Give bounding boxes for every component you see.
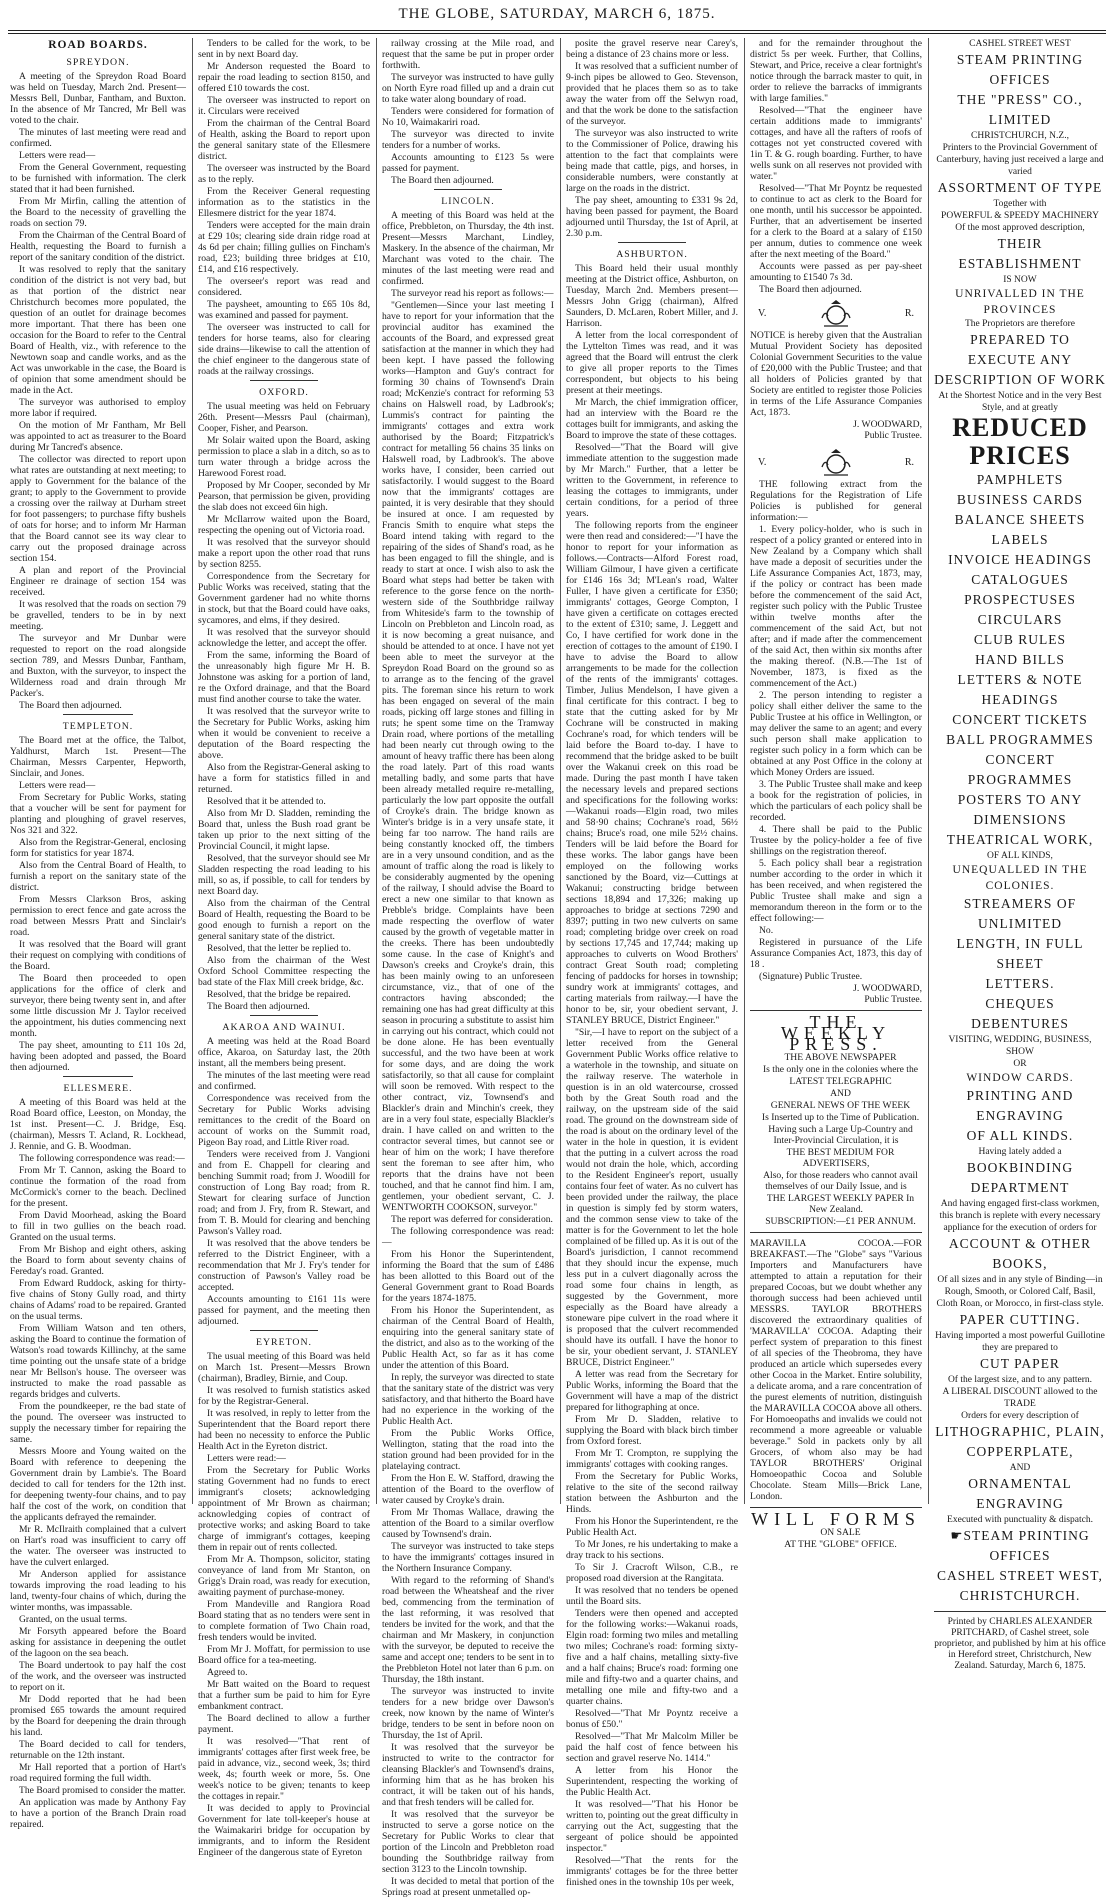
paragraph: From Mr Bishop and eight others, asking the Board to form about seventy chains of Fereday's road. Granted. — [10, 1244, 186, 1277]
weekly-press-title: THE WEEKLY PRESS. — [780, 1012, 892, 1054]
paragraph: Tenders were considered for formation of No 10, Waimakariri road. — [382, 106, 554, 128]
ad-line: LETTERS & NOTE HEADINGS — [957, 672, 1083, 707]
paragraph: Accounts were passed as per pay-sheet amounting to £1540 7s 3d. — [750, 261, 922, 283]
ad-line: CONCERT PROGRAMMES — [967, 752, 1073, 787]
section-heading: ROAD BOARDS. — [48, 39, 148, 51]
ad-line: ASSORTMENT OF TYPE — [937, 180, 1103, 195]
column-rule — [744, 38, 745, 1504]
ad-line: LETTERS. — [985, 976, 1055, 991]
paragraph: The surveyor was instructed to take steps to have the immigrants' cottages insured in the Northern Insurance Company. — [382, 1541, 554, 1574]
on-sale-text: ON SALE — [820, 1527, 861, 1538]
ad-line: And having engaged first-class workmen, this branch is replete with every necessary appliance for the execution of orders for — [939, 1199, 1101, 1233]
paragraph: "Sir,—I have to report on the subject of a letter received from the General Government Public Works office relative to a waterhole in the township, and situate on the railway reserve. The waterhole in question is in an old watercourse, crossed both by the Great South road and the railway, on the upstream side of the said road. The ground on the downstream side of the road is about on the ordinary level of the water in the hole in question, it is evident that the putting in a culvert across the road would not drain the hole, which, according to the Resident Engineer's report, usually contains four feet of water. As no culvert has been provided under the railway, the place in question is simply fed by storm waters, and the common sense view to take of the matter is for the Government to let the hole complained of be filled up. As it is out of the Board's jurisdiction, I cannot recommend that they should incur the expense, much less put in a culvert diagonally across the road some four chains in length, as suggested by the Government, more especially as the Board have already a stoneware pipe culvert in the road where it is proposed that the culvert recommended should have its outfall. I have the honor to be sir, your obedient servant, J. STANLEY BRUCE, District Engineer." — [566, 1027, 738, 1368]
paragraph: Correspondence from the Secretary for Public Works was received, stating that the Government gardener had no white thorns in stock, but that the Board could have oaks, sycamores, and elms, if they desired. — [198, 571, 370, 626]
paragraph: From Mr Thomas Wallace, drawing the attention of the Board to a similar overflow caused by Townsend's drain. — [382, 1507, 554, 1540]
ad-line: A LIBERAL DISCOUNT allowed to the TRADE — [942, 1387, 1098, 1409]
ad-line: BALL PROGRAMMES — [946, 732, 1094, 747]
ad-line: Together with — [993, 199, 1047, 209]
paragraph: The usual meeting of this Board was held on March 1st. Present—Messrs Brown (chairman), Bradley, Birnie, and Coup. — [198, 1351, 370, 1384]
paragraph: A meeting of this Board was held at the office, Prebbleton, on Thursday, the 4th inst. Present—Messrs Marchant, Lindley, Maskery. In the absence of the chairman, Mr Marchant was voted to the chair. The minutes of the last meeting were read and confirmed. — [382, 210, 554, 287]
paragraph: Tenders were then opened and accepted for the following works:—Wakanui roads, Elgin road: forming two miles and metalling two miles; Cochrane's road: forming sixty-five and a half chains, metalling sixty-five and a half chains; Bruce's road: forming one mile and fifty-two and a quarter chains, and metalling one mile and fifty-two and a quarter chains. — [566, 1608, 738, 1707]
paragraph: Correspondence was received from the Secretary for Public Works advising remittances to the credit of the Board on account of works on the Summit road, Pigeon Bay road, and Little River road. — [198, 1093, 370, 1148]
ad-line: ORNAMENTAL ENGRAVING — [968, 1476, 1072, 1511]
ad-line: LENGTH, IN FULL SHEET — [956, 936, 1084, 971]
ad-line: OF ALL KINDS, — [987, 851, 1053, 861]
ad-line: CASHEL STREET WEST, — [937, 1568, 1103, 1583]
ad-line: At the Shortest Notice and in the very Best Style, and at greatly — [938, 391, 1102, 413]
vr-right: R. — [904, 307, 914, 319]
paragraph: A letter was read from the Secretary for Public Works, informing the Board that the Government will have a map of the district prepared for lithographing at once. — [566, 1369, 738, 1413]
paragraph: It was resolved that the surveyor should acknowledge the letter, and accept the offer. — [198, 627, 370, 649]
section-rule — [63, 714, 133, 715]
section-title: TEMPLETON. — [62, 721, 134, 732]
ad-line: OF ALL KINDS. — [966, 1128, 1074, 1143]
paragraph: The pay sheet, amounting to £331 9s 2d, having been passed for payment, the Board adjourned until Thursday, the 1st of April, at 2.30 p.m. — [566, 195, 738, 239]
ad-line: POSTERS TO ANY DIMENSIONS — [957, 792, 1083, 827]
column-2 — [198, 38, 370, 1858]
paragraph: It was decided to apply to Provincial Government for late toll-keeper's house at the Waimakariri bridge for occupation by immigrants, and to inform the Resident Engineer of the dangerous state of Eyreton — [198, 1803, 370, 1858]
press-co-ad — [934, 38, 1106, 1606]
ad-line: CLUB RULES — [973, 632, 1067, 647]
paragraph: THE following extract from the Regulations for the Registration of Life Policies is published for general information:— — [750, 479, 922, 523]
paragraph: It was resolved—"That his Honor be written to, pointing out the great difficulty in carrying out the Act, suggesting that the sergeant of police should be appointed inspector." — [566, 1799, 738, 1854]
column-rule — [192, 38, 193, 1504]
ad-line: CHRISTCHURCH. — [959, 1588, 1081, 1603]
ad-line: DESCRIPTION OF WORK — [934, 372, 1106, 387]
ad-line: PROSPECTUSES — [964, 592, 1076, 607]
paragraph: From the Receiver General requesting information as to the statistics in the Ellesmere district for the year 1874. — [198, 186, 370, 219]
ad-line: ACCOUNT & OTHER BOOKS, — [948, 1236, 1092, 1271]
paragraph: The overseer was instructed by the Board as to the reply. — [198, 163, 370, 185]
section-rule — [250, 1330, 319, 1331]
paragraph: From David Moorhead, asking the Board to fill in two gullies on the beach road. Granted on the usual terms. — [10, 1210, 186, 1243]
section-title: EYRETON. — [256, 1337, 312, 1348]
paragraph: It was resolved to furnish statistics asked for by the Registrar-General. — [198, 1385, 370, 1407]
paragraph: It was resolved that the surveyor be instructed to write to the contractor for cleansing Blackler's and Townsend's drains, informing him that as he has broken his contract, it will be taken out of his hands, and that fresh tenders will be called for. — [382, 1742, 554, 1808]
paragraph: Resolved, that the surveyor should see Mr Sladden respecting the road leading to his mill, so as, if possible, to call for tenders by next Board day. — [198, 853, 370, 897]
paragraph: From Mr Mirfin, calling the attention of the Board to the necessity of gravelling the roads on section 79. — [10, 196, 186, 229]
weekly-press-line: Having such a Large Up-Country and Inter-Provincial Circulation, it is — [768, 1124, 913, 1146]
column-rule — [560, 38, 561, 1504]
ad-line: CASHEL STREET WEST — [969, 39, 1071, 49]
ad-line: DEBENTURES — [971, 1016, 1069, 1031]
paragraph: Mr Hall reported that a portion of Hart's road required forming the full width. — [10, 1762, 186, 1784]
ad-line: BOOKBINDING DEPARTMENT — [966, 1160, 1074, 1195]
column-2-body — [198, 38, 370, 1858]
paragraph: It was resolved that the surveyor be instructed to serve a gorse notice on the Secretary for Public Works to clear that portion of the Lincoln and Prebbleton road bounding the Southbridge railway from section 3123 to the Lincoln township. — [382, 1809, 554, 1875]
paragraph: Agreed to. — [207, 1667, 248, 1678]
maravilla-ad: MARAVILLA COCOA.—FOR BREAKFAST.—The "Globe" says "Various Importers and Manufacturers have attempted to attain a reputation for their prepared Cocoas, but we doubt whether any thorough success had been achieved until MESSRS. TAYLOR BROTHERS discovered the extraordinary qualities of 'MARAVILLA' COCOA. Adapting their perfect system of preparation to this finest of all species of the Theobroma, they have produced an article which supersedes every other Cocoa in the Market. Entire solubility, a delicate aroma, and a rare concentration of the purest elements of nutrition, distinguish the MARAVILLA COCOA above all others. For Homoeopaths and invalids we could not recommend a more agreeable or valuable beverage." Sold in packets only by all Grocers, of whom also may be had TAYLOR BROTHERS' Original Homoeopathic Cocoa and Soluble Chocolate. Steam Mills—Brick Lane, London. — [750, 1238, 922, 1502]
paragraph: Tenders to be called for the work, to be sent in by next Board day. — [198, 38, 370, 60]
weekly-press-line: GENERAL NEWS OF THE WEEK — [770, 1100, 911, 1111]
weekly-press-line: THE LARGEST WEEKLY PAPER In New Zealand. — [766, 1193, 915, 1215]
paragraph: Also from the chairman of the Central Board of Health, requesting the Board to be good enough to furnish a report on the general sanitary state of the district. — [198, 898, 370, 942]
paragraph: It was decided to metal that portion of the Springs road at present unmetalled op- — [382, 1876, 554, 1898]
paragraph: A meeting of the Spreydon Road Board was held on Tuesday, March 2nd. Present—Messrs Bell, Dunbar, Fantham, and Buxton. In the absence of Mr Tancred, Mr Bell was voted to the chair. — [10, 71, 186, 126]
printer-imprint: Printed by CHARLES ALEXANDER PRITCHARD, of Cashel street, sole proprietor, and published by him at his office in Hereford street, Christchurch, New Zealand. Saturday, March 6, 1875. — [934, 1617, 1106, 1671]
paragraph: The Board then adjourned. — [207, 1001, 310, 1012]
paragraph: Resolved—"That Mr Poyntz receive a bonus of £50." — [566, 1708, 738, 1730]
ad-line: UNEQUALLED IN THE COLONIES. — [952, 864, 1088, 892]
paragraph: The usual meeting was held on February 26th. Present—Messrs Paul (chairman), Cooper, Fisher, and Pearson. — [198, 401, 370, 434]
masthead: THE GLOBE, SATURDAY, MARCH 6, 1875. — [398, 6, 716, 22]
paragraph: From Secretary for Public Works, stating that a voucher will be sent for payment for planting and ploughing of gravel reserves, Nos 321 and 322. — [10, 792, 186, 836]
divider — [750, 1232, 922, 1233]
paragraph: From the chairman of the Central Board of Health, asking the Board to report upon the general sanitary state of the Ellesmere district. — [198, 118, 370, 162]
ad-line: CUT PAPER — [980, 1356, 1060, 1371]
paragraph: The surveyor was directed to invite tenders for a number of works. — [382, 129, 554, 151]
paragraph: "Gentlemen—Since your last meeting I have to report for your information that the provincial auditor has examined the accounts of the Board, and expressed great satisfaction at the manner in which they had been kept. I have passed the following works—Hampton and Guy's contract for forming 30 chains of Townsend's Drain road; McKenzie's contract for reforming 53 chains on Halswell road, by Ladbrook's; Lummis's contract for painting the immigrants' cottages and extra work authorised by the Board; Fitzpatrick's contract for metalling 56 chains 35 links on Halswell road, by Ladbrook's. The above works have, I consider, been carried out satisfactorily. I would suggest to the Board now that the immigrants' cottages are painted, it is very desirable that they should be insured at once. I am requested by Francis Smith to enquire what steps the Board intend taking with regard to the repairing of the sides of Shand's road, as he has been engaged to fill the shingle, and is ready to start at once. I wish also to ask the Board what steps had better be taken with reference to the gorse fence on the north-western side of the Southbridge railway from Whiteside's farm to the township of Lincoln on Prebbleton and Lincoln road, as it is now becoming a great nuisance, and should be attended to at once. I have not yet been able to meet the surveyor at the Spreydon Road Board on the ground so as to arrange as to the fencing of the gravel pits. The foreman since his return to work has been engaged on several of the main roads, picking off large stones and filling in ruts; he spent some time on the Tramway Drain road, where portions of the metalling had been nearly cut through owing to the amount of heavy traffic there has been along the road lately. Part of this road wants metalling badly, and some parts that have been already metalled require re-metalling, particularly the low part opposite the outfall of Croyke's drain. The bridge known as Winter's bridge is in a very unsafe state, it being far too narrow. The hand rails are being constantly knocked off, the timbers are in a very unsound condition, and as the amount of traffic along the road is likely to be considerably augmented by the opening of the railway, I should advise the Board to erect a new one similar to that known as Prebble's bridge. Complaints have been made respecting the overflow of water caused by the growth of vegetable matter in the creeks. There has been undoubtedly some cause. In the case of Knight's and Dawson's creeks and Croyke's drain, this has been mainly owing to an unforeseen circumstance, viz., that of one of the contractors having absconded; the remaining one has had great difficulty at this season in procuring a substitute to assist him in carrying out his contract, which could not be done alone. He has been eventually successful, and the two have been at work for some days, and are doing the work satisfactorily, so that all cause for complaint will soon be removed. With respect to the other contract, viz, Townsend's and Blackler's drain and Minchin's creek, they are in a very foul state, especially Blackler's drain. I have called on and written to the contractor several times, but cannot see or hear of him on the work; I have therefore sent the foreman to see after him, who reports that the drains have not been touched, and that he cannot find him. I am, gentlemen, your obedient servant, C. J. WENTWORTH COOKSON, surveyor." — [382, 300, 554, 1213]
ad-line: Of the largest size, and to any pattern. — [947, 1375, 1093, 1385]
paragraph: From Mr T. Cannon, asking the Board to continue the formation of the road from McCormick's corner to the beach. Declined for the present. — [10, 1165, 186, 1209]
paragraph: From Mr T. Crompton, re supplying the immigrants' cottages with cooking ranges. — [566, 1448, 738, 1470]
weekly-press-line: THE BEST MEDIUM FOR ADVERTISERS, — [786, 1147, 895, 1169]
column-5 — [750, 38, 922, 1550]
paragraph: Mr Forsyth appeared before the Board asking for assistance in deepening the outlet of the lagoon on the sea beach. — [10, 1626, 186, 1659]
paragraph: The Board promised to consider the matter. — [19, 1785, 186, 1796]
paragraph: A meeting of this Board was held at the Road Board office, Leeston, on Monday, the 1st inst. Present—C. J. Bridge, Esq. (chairman), Messrs T. Acland, R. Lockhead, J. Rennie, and G. B. Woodman. — [10, 1097, 186, 1152]
section-rule — [63, 1076, 133, 1077]
ad-line: Printers to the Provincial Government of Canterbury, having just received a large and varied — [936, 143, 1104, 177]
paragraph: Resolved, that the bridge be repaired. — [207, 989, 351, 1000]
column-3 — [382, 38, 554, 1898]
ad-line: Executed with punctuality & dispatch. — [947, 1515, 1093, 1525]
paragraph: The Board undertook to pay half the cost of the work, and the overseer was instructed to report on it. — [10, 1660, 186, 1693]
paragraph: From the Secretary for Public Works stating Government had no funds to erect immigrant's closets; acknowledging appointment of Mr Brown as chairman; acknowledging copies of contract of protective works; and asking Board to take charge of immigrant's cottages, keeping them in repair out of rents collected. — [198, 1465, 370, 1553]
ad-line: BALANCE SHEETS — [954, 512, 1086, 527]
paragraph: It was resolved that the above tenders be referred to the District Engineer, with a recommendation that Mr J. Fry's tender for construction of Pawson's Valley road be accepted. — [198, 1238, 370, 1293]
paragraph: To Sir J. Cracroft Wilson, C.B., re proposed road diversion at the Rangitata. — [566, 1562, 738, 1584]
paragraph: From Messrs Clarkson Bros, asking permission to erect fence and gate across the road between Messrs Pratt and Sinclair's road. — [10, 894, 186, 938]
section-title: ELLESMERE. — [63, 1083, 133, 1094]
section-title: LINCOLN. — [441, 196, 495, 207]
paragraph: From Mr A. Thompson, solicitor, stating conveyance of land from Mr Stanton, on Grigg's Drain road, was ready for execution, awaiting payment of purchase-money. — [198, 1554, 370, 1598]
paragraph: The Board then proceeded to open applications for the office of clerk and surveyor, there being twenty sent in, and after some little discussion Mr J. Taylor received the appointment, his duties commencing next month. — [10, 973, 186, 1039]
masthead-rule-top — [8, 30, 1106, 31]
ad-line: STEAM PRINTING OFFICES — [956, 52, 1084, 87]
paragraph: The collector was directed to report upon what rates are outstanding at next meeting; to apply to Government for the balance of the grant; to apply to the Government to provide a crossing over the railway at Durham street for foot passengers; to purchase fifty bushels of oats for horse; and to inform Mr Harman that the Board cannot see its way clear to carry out the proposed drainage across section 154. — [10, 454, 186, 564]
paragraph: No. — [759, 925, 774, 936]
paragraph: The following correspondence was read:— — [19, 1153, 185, 1164]
notice-title: Public Trustee. — [864, 430, 922, 441]
paragraph: Mr March, the chief immigration officer, had an interview with the Board re the cottages built for immigrants, and asking the Board to improve the state of these cottages. — [566, 397, 738, 441]
paragraph: The surveyor was instructed to invite tenders for a new bridge over Dawson's creek, now known by the name of Winter's bridge, tenders to be sent in before noon on Thursday, the 1st of April. — [382, 1686, 554, 1741]
paragraph: Mr Anderson requested the Board to repair the road leading to section 8150, and offered £10 towards the cost. — [198, 61, 370, 94]
will-forms-title: WILL FORMS — [751, 1509, 921, 1529]
paragraph: From Mr J. Moffatt, for permission to use Board office for a tea-meeting. — [198, 1644, 370, 1666]
paragraph: The surveyor was instructed to have gully on North Eyre road filled up and a drain cut to take water along boundary of road. — [382, 72, 554, 105]
paragraph: 5. Each policy shall bear a registration number according to the order in which it has been received, and when registered the Public Trustee shall make and sign a memorandum thereon in the form or to the effect following:— — [750, 858, 922, 924]
paragraph: The overseer was instructed to report on it. Circulars were received — [198, 95, 370, 117]
paragraph: Resolved—"That the Board will give immediate attention to the suggestion made by Mr March." Further, that a letter be written to the Government, in reference to leasing the cottages to immigrants, under certain conditions, for a period of three years. — [566, 442, 738, 519]
divider — [750, 1507, 922, 1508]
paragraph: Mr R. McIlraith complained that a culvert on Hart's road was insufficient to carry off the water. The overseer was instructed to have the culvert enlarged. — [10, 1524, 186, 1568]
paragraph: Resolved—"That Mr Malcolm Miller be paid the half cost of fence between his section and gravel reserve No. 1414." — [566, 1731, 738, 1764]
paragraph: A letter from his Honor the Superintendent, respecting the working of the Public Health Act. — [566, 1765, 738, 1798]
paragraph: Accounts amounting to £123 5s were passed for payment. — [382, 152, 554, 174]
section-title: SPREYDON. — [66, 57, 130, 68]
column-1 — [10, 38, 186, 1830]
paragraph: The minutes of last meeting were read and confirmed. — [10, 127, 186, 149]
paragraph: It was resolved, in reply to letter from the Superintendent that the Board report there had been no necessity to enforce the Public Health Act in the Eyreton district. — [198, 1408, 370, 1452]
column-rule — [928, 38, 929, 1504]
paragraph: Mr Solair waited upon the Board, asking permission to place a slab in a ditch, so as to turn water through a bridge across the Harewood Forest road. — [198, 435, 370, 479]
column-1-body — [10, 57, 186, 1830]
paragraph: Also from the chairman of the West Oxford School Committee respecting the bad state of the Flax Mill creek bridge, &c. — [198, 955, 370, 988]
paragraph: The Board then adjourned. — [759, 284, 862, 295]
paragraph: A plan and report of the Provincial Engineer re drainage of section 154 was received. — [10, 565, 186, 598]
paragraph: It was resolved that a sufficient number of 9-inch pipes be allowed to Geo. Stevenson, provided that he places them so as to take away the water from off the Selwyn road, and that the work be done to the satisfaction of the surveyor. — [566, 61, 738, 127]
paragraph: Mr Dodd reported that he had been promised £65 towards the amount required by the Board for deepening the drain through his land. — [10, 1694, 186, 1738]
paragraph: The following correspondence was read:— — [382, 1226, 554, 1248]
paragraph: The surveyor read his report as follows:— — [391, 288, 554, 299]
royal-crest-icon — [819, 298, 853, 328]
paragraph: Mr McIlarrow waited upon the Board, respecting the opening out of Victoria road. — [198, 514, 370, 536]
ad-line: CONCERT TICKETS — [952, 712, 1088, 727]
ad-line: AND — [1009, 1463, 1031, 1473]
vr-left: V. — [758, 456, 767, 468]
weekly-press-ad — [750, 1052, 922, 1227]
paragraph: A meeting was held at the Road Board office, Akaroa, on Saturday last, the 20th instant, all the members being present. — [198, 1036, 370, 1069]
paragraph: Mr Batt waited on the Board to request that a further sum be paid to him for Eyre embankment contract. — [198, 1679, 370, 1712]
paragraph: (Signature) Public Trustee. — [759, 971, 863, 982]
paragraph: Also from Mr D. Sladden, reminding the Board that, unless the Bush road grant be taken up prior to the next sitting of the Provincial Council, it might lapse. — [198, 808, 370, 852]
ad-line: THE "PRESS" CO., LIMITED — [957, 92, 1083, 127]
ad-line: REDUCED PRICES — [952, 413, 1088, 470]
paragraph: From the General Government, requesting to be furnished with information. The clerk stated that it had been furnished. — [10, 162, 186, 195]
paragraph: The surveyor was authorised to employ more labor if required. — [10, 397, 186, 419]
ad-line: ☛STEAM PRINTING OFFICES — [950, 1528, 1090, 1563]
paragraph: From the Public Works Office, Wellington, stating that the road into the station ground had been provided for in the platelaying contract. — [382, 1428, 554, 1472]
weekly-press-line: SUBSCRIPTION:—£1 PER ANNUM. — [765, 1216, 916, 1227]
ad-line: INVOICE HEADINGS — [948, 552, 1092, 567]
paragraph: 1. Every policy-holder, who is such in respect of a policy granted or entered into in New Zealand by a Company which shall have made a deposit of securities under the Life Assurance Companies Act, 1873, may, if the policy or contract has been made before the commencement of the said Act, register such policy with the Public Trustee within twelve months after the commencement of the said Act, but not after; and if made after the commencement of the said Act, then within six months after the making thereof. (N.B.—The 1st of November, 1873, is fixed as the commencement of the Act.) — [750, 524, 922, 689]
paragraph: From the Secretary for Public Works, relative to the site of the second railway station between the Ashburton and the Hinds. — [566, 1471, 738, 1515]
paragraph: It was resolved that the Board will grant their request on complying with conditions of the Board. — [10, 939, 186, 972]
ad-line: LABELS — [991, 532, 1049, 547]
paragraph: The surveyor was also instructed to write to the Commissioner of Police, drawing his attention to the fact that complaints were being made that cattle, pigs, and horses, in considerable numbers, were constantly at large on the roads in the district. — [566, 128, 738, 194]
paragraph: It was resolved that no tenders be opened until the Board sits. — [566, 1585, 738, 1607]
paragraph: Letters were read— — [19, 150, 96, 161]
ad-line: HAND BILLS — [975, 652, 1065, 667]
paragraph: Resolved—"That the rents for the immigrants' cottages be for the three better finished ones in the township 10s per week, — [566, 1855, 738, 1888]
paragraph: From Edward Ruddock, asking for thirty-five chains of Stony Gully road, and thirty chains of Adams' road to be repaired. Granted on the usual terms. — [10, 1278, 186, 1322]
paragraph: Resolved—"That the engineer have certain additions made to immigrants' cottages, and have all the rafters of roofs of cottages not yet constructed covered with 1in T. & G. rough boarding. Further, to have wells sunk on all reserves not provided with water." — [750, 105, 922, 182]
ad-line: LITHOGRAPHIC, PLAIN, — [935, 1424, 1105, 1439]
paragraph: The following reports from the engineer were then read and considered:—"I have the honor to report for your information as follows.—Contracts—Alford Forest road, William Gilmour, I have given a certificate for £146 16s 3d; M'Lean's road, Walter Fuller, I have given a certificate for £350; immigrants' cottages, George Compton, I have given a certificate on cottages erected to the extent of £310; same, J. Leggett and Co, I have certified for work done in the erection of cottages to the amount of £190. I have to advise the Board to allow arrangements to be made for the collection of the rents of the immigrants' cottages. Timber, Julius Mendelson, I have given a final certificate for this contract. I beg to state that the cutting asked for by Mr Cochrane will be constructed in making Cochrane's road, for which tenders will be laid before the Board to-day. I have to recommend that the bridge asked to be built over the Wakanui creek on this road be made. During the past month I have taken the necessary levels and prepared sections and specifications for the following works:—Wakanui roads—Elgin road, two miles and 58·90 chains; Cochrane's road, 56½ chains; Bruce's road, one mile 52½ chains. Tenders will be laid before the Board for these works. The labor gangs have been employed on the following works sanctioned by the Board, viz—Cuttings at Wakanui; constructing bridge between sections 18,894 and 17,326; making up approaches to bridge at sections 7290 and 8397; putting in two new culverts on same road; completing bridge over creek on road by sections 17,745 and 17,744; making up approaches to culverts on Wood Brothers' contract Great South road; completing fencing of paddocks for horses in township; sundry work at immigrants' cottages, and carting materials from railway.—I have the honor to be, sir, your obedient servant, J. STANLEY BRUCE, District Engineer." — [566, 520, 738, 1026]
paragraph: posite the gravel reserve near Carey's, being a distance of 23 chains more or less. — [566, 38, 738, 60]
paragraph: The paysheet, amounting to £65 10s 8d, was examined and passed for payment. — [198, 299, 370, 321]
ad-line: CHRISTCHURCH, N.Z., — [971, 131, 1069, 141]
paragraph: Mr Anderson applied for assistance towards improving the road leading to his land, twenty-four chains of which, during the winter months, was impassable. — [10, 1569, 186, 1613]
column-4 — [566, 38, 738, 1888]
column-4-body — [566, 38, 738, 1888]
paragraph: It was resolved that the surveyor write to the Secretary for Public Works, asking him when it would be convenient to receive a deputation of the Board respecting the above. — [198, 706, 370, 761]
policy-regulations — [750, 479, 922, 982]
section-title: OXFORD. — [259, 387, 309, 398]
ad-line: POWERFUL & SPEEDY MACHINERY — [941, 211, 1099, 221]
paragraph: An application was made by Anthony Fay to have a portion of the Branch Drain road repaired. — [10, 1797, 186, 1830]
paragraph: Proposed by Mr Cooper, seconded by Mr Pearson, that permission be given, providing the slab does not exceed 6in high. — [198, 480, 370, 513]
paragraph: From Mr D. Sladden, relative to supplying the Board with black birch timber from Oxford forest. — [566, 1414, 738, 1447]
ad-line: PRINTING AND ENGRAVING — [966, 1088, 1074, 1123]
paragraph: The overseer was instructed to call for tenders for horse teams, also for clearing side drains—likewise to call the attention of the chief engineer to the dangerous state of roads at the railway crossings. — [198, 322, 370, 377]
ad-line: THEIR ESTABLISHMENT — [958, 236, 1082, 271]
ad-line: PAPER CUTTING. — [959, 1312, 1081, 1327]
ad-line: THEATRICAL WORK, — [946, 832, 1094, 847]
paragraph: The overseer's report was read and considered. — [198, 276, 370, 298]
paragraph: railway crossing at the Mile road, and request that the same be put in proper order forthwith. — [382, 38, 554, 71]
royal-arms-row — [750, 445, 922, 479]
section-title: ASHBURTON. — [616, 249, 688, 260]
paragraph: It was resolved that the surveyor should make a report upon the other road that runs by section 8255. — [198, 537, 370, 570]
paragraph: Registered in pursuance of the Life Assurance Companies Act, 1873, this day of 18 . — [750, 937, 922, 970]
ad-line: Having imported a most powerful Guillotine they are prepared to — [935, 1331, 1105, 1353]
paragraph: It was resolved that the roads on section 79 be gravelled, tenders to be in by next meeting. — [10, 599, 186, 632]
paragraph: From the Chairman of the Central Board of Health, requesting the Board to furnish a report of the sanitary condition of the district. — [10, 230, 186, 263]
section-rule — [250, 1015, 319, 1016]
divider — [750, 1010, 922, 1011]
paragraph: From the same, informing the Board of the unreasonably high figure Mr H. B. Johnstone was asking for a portion of land, re the Oxford drainage, and that the Board must find another course to take the water. — [198, 650, 370, 705]
paragraph: Messrs Moore and Young waited on the Board with reference to deepening the Government drain by Lambie's. The Board decided to call for tenders for the 12th inst. for deepening twenty-four chains, and to pay half the cost of the work, on condition that the applicants defrayed the remainder. — [10, 1446, 186, 1523]
paragraph: 2. The person intending to register a policy shall either deliver the same to the Public Trustee at his office in Wellington, or may deliver the same to an agent; and every such person shall make application to register such policy in a form which can be obtained at any Post Office in the colony at which Money Orders are issued. — [750, 690, 922, 778]
section-title: AKAROA AND WAINUI. — [222, 1022, 346, 1033]
paragraph: A letter from the local correspondent of the Lyttelton Times was read, and it was agreed that the Board will entrust the clerk to give all proper reports to the Times correspondent, but objects to his being present at their meetings. — [566, 330, 738, 396]
paragraph: The Board declined to allow a further payment. — [198, 1713, 370, 1735]
paragraph: With regard to the reforming of Shand's road between the Wheatsheaf and the river bed, commencing from the termination of the last reforming, it was resolved that tenders be invited for the work, and that the chairman and Mr Maskery, in conjunction with the surveyor, be deputed to receive the same and accept one; tenders to be sent in to the Prebbleton Hotel not later than 6 p.m. on Thursday, the 18th instant. — [382, 1575, 554, 1685]
paragraph: and for the remainder throughout the district 5s per week. Further, that Collins, Stewart, and Price, receive a clear fortnight's notice through the barrack master to quit, in order to relieve the barracks of immigrants with large families." — [750, 38, 922, 104]
ad-line: Orders for every description of — [961, 1411, 1079, 1421]
ad-line: VISITING, WEDDING, BUSINESS, SHOW — [948, 1035, 1092, 1057]
paragraph: It was resolved to reply that the sanitary condition of the district is not very bad, but as that portion of the district near Christchurch becomes more populated, the question of an outlet for drainage becomes more important. That there has been one occasion for the Board to refer to the Central Board of Health, viz., with reference to the Newtown soap and candle works, and as the Act was unworkable in the case, the Board is of opinion that some amendment should be made in the Act. — [10, 264, 186, 396]
paragraph: The surveyor and Mr Dunbar were requested to report on the road alongside section 789, and Messrs Dunbar, Fantham, and Buxton, with the surveyor, to inspect the Wilderness road and drain through Mr Packer's. — [10, 633, 186, 699]
notice-title: Public Trustee. — [864, 994, 922, 1005]
ad-line: BUSINESS CARDS — [956, 492, 1084, 507]
paragraph: The minutes of the last meeting were read and confirmed. — [198, 1070, 370, 1092]
section-rule — [250, 380, 319, 381]
paragraph: 4. There shall be paid to the Public Trustee by the policy-holder a fee of five shillings on the registration thereof. — [750, 824, 922, 857]
ad-line: STREAMERS OF UNLIMITED — [963, 896, 1077, 931]
paragraph: From his Honor the Superintendent, re the Public Health Act. — [566, 1516, 738, 1538]
paragraph: From his Honor the Superintendent, as chairman of the Central Board of Health, enquiring into the general sanitary state of the district, and also as to the working of the Public Health Act, so far as it has come under the attention of this Board. — [382, 1305, 554, 1371]
paragraph: The Board decided to call for tenders, returnable on the 12th instant. — [10, 1739, 186, 1761]
paragraph: Tenders were received from J. Vangioni and from E. Chappell for clearing and benching Summit road; from J. Woodill for construction of Long Bay road; from R. Stewart for clearing surface of Junction road; and from J. Fry, from R. Stewart, and from T. B. Mould for clearing and benching Pawson's Valley road. — [198, 1149, 370, 1237]
royal-arms-row — [750, 296, 922, 330]
paragraph: 3. The Public Trustee shall make and keep a book for the registration of policies, in which the particulars of each policy shall be recorded. — [750, 779, 922, 823]
paragraph: Granted, on the usual terms. — [19, 1614, 128, 1625]
weekly-press-line: Also, for those readers who cannot avail themselves of our Daily Issue, and is — [763, 1170, 918, 1192]
notice-signature: J. WOODWARD, — [853, 983, 922, 994]
section-rule — [618, 242, 687, 243]
paragraph: Also from the Central Board of Health, to furnish a report on the sanitary state of the district. — [10, 860, 186, 893]
paragraph: The Board then adjourned. — [19, 700, 122, 711]
section-rule — [434, 189, 503, 190]
paragraph: The Board then adjourned. — [391, 175, 494, 186]
ad-line: The Proprietors are therefore — [965, 319, 1075, 329]
ad-line: PAMPHLETS — [976, 472, 1064, 487]
paragraph: The pay sheet, amounting to £11 10s 2d, having been adopted and passed, the Board then adjourned. — [10, 1040, 186, 1073]
royal-crest-icon — [819, 447, 853, 477]
column-6 — [934, 38, 1106, 1671]
paragraph: From the poundkeeper, re the bad state of the pound. The overseer was instructed to supply the necessary timber for repairing the same. — [10, 1401, 186, 1445]
paragraph: Also from the Registrar-General, enclosing form for statistics for year 1874. — [10, 837, 186, 859]
column-3-body — [382, 38, 554, 1898]
paragraph: Tenders were accepted for the main drain at £29 10s; clearing side drain ridge road at 4s 6d per chain; filling gullies on Fincham's road, £23; building three bridges at £10, £14, and £16 respectively. — [198, 220, 370, 275]
paragraph: From the Hon E. W. Stafford, drawing the attention of the Board to the overflow of water caused by Croyke's drain. — [382, 1473, 554, 1506]
paragraph: Accounts amounting to £161 11s were passed for payment, and the meeting then adjourned. — [198, 1294, 370, 1327]
paragraph: Resolved, that the letter be replied to. — [207, 943, 351, 954]
weekly-press-line: THE ABOVE NEWSPAPER — [784, 1052, 897, 1063]
paragraph: To Mr Jones, re his undertaking to make a dray track to his sections. — [566, 1539, 738, 1561]
ad-line: PREPARED TO EXECUTE ANY — [967, 332, 1073, 367]
ad-line: OR — [1013, 1059, 1027, 1069]
paragraph: This Board held their usual monthly meeting at the District office, Ashburton, on Tuesday, March 2nd. Members present—Messrs John Grigg (chairman), Alfred Saunders, D. McLaren, Robert Miller, and J. Harrison. — [566, 263, 738, 329]
ad-line: COPPERPLATE, — [966, 1444, 1074, 1459]
paragraph: From Mandeville and Rangiora Road Board stating that as no tenders were sent in to complete formation of Two Chain road, fresh tenders would be invited. — [198, 1599, 370, 1643]
ad-line: Of the most approved description, — [955, 223, 1085, 233]
weekly-press-line: Is the only one in the colonies where the — [762, 1064, 919, 1075]
vr-right: R. — [904, 456, 914, 468]
column-5-body — [750, 38, 922, 295]
ad-line: CIRCULARS — [977, 612, 1063, 627]
amp-notice: NOTICE is hereby given that the Australian Mutual Provident Society has deposited Colonial Government Securities to the value of £20,000 with the Public Trustee; and that all holders of Policies granted by that Society are entitled to register those Policies in terms of the Life Assurance Companies Act, 1873. — [750, 330, 922, 418]
paragraph: From his Honor the Superintendent, informing the Board that the sum of £486 has been allotted to this Board out of the General Government grant to Road Boards for the years 1874-1875. — [382, 1249, 554, 1304]
ad-line: WINDOW CARDS. — [966, 1072, 1074, 1084]
masthead-rule-bottom — [8, 33, 1106, 34]
paragraph: From William Watson and ten others, asking the Board to continue the formation of Watson's road towards Killinchy, at the same time pointing out the unsafe state of a bridge near Mr Bellson's house. The overseer was instructed to make the road passable as regards bridges and culverts. — [10, 1323, 186, 1400]
weekly-press-line: LATEST TELEGRAPHIC — [789, 1076, 892, 1087]
ad-line: Having lately added a — [978, 1147, 1062, 1157]
ad-line: Of all sizes and in any style of Binding—in Rough, Smooth, or Colored Calf, Basil, Cloth Roan, or Morocco, in first-class style. — [936, 1275, 1104, 1309]
paragraph: The report was deferred for consideration. — [391, 1214, 553, 1225]
paragraph: In reply, the surveyor was directed to state that the sanitary state of the district was very satisfactory, and that hitherto the Board have had no experience in the working of the Public Health Act. — [382, 1372, 554, 1427]
paragraph: The Board met at the office, the Talbot, Yaldhurst, March 1st. Present—The Chairman, Messrs Carpenter, Hepworth, Sinclair, and Jones. — [10, 735, 186, 779]
ad-line: CHEQUES — [985, 996, 1055, 1011]
globe-office-text: AT THE "GLOBE" OFFICE. — [784, 1539, 897, 1550]
ad-line: IS NOW — [1003, 275, 1037, 285]
paragraph: Resolved that it be attended to. — [207, 796, 326, 807]
paragraph: Resolved—"That Mr Poyntz be requested to continue to act as clerk to the Board for one month, until his successor be appointed. Further, that an advertisement be inserted for a clerk to the Board at a salary of £150 per annum, duties to commence one week after the next meeting of the Board." — [750, 183, 922, 260]
paragraph: It was resolved—"That rent of immigrants' cottages after first week free, be paid in advance, viz., second week, 3s; third week, 4s; fourth week or more, 5s. One week's notice to be given; tenants to keep the cottages in repair." — [198, 1736, 370, 1802]
paragraph: Also from the Registrar-General asking to have a form for statistics filled in and returned. — [198, 762, 370, 795]
column-rule — [376, 38, 377, 1504]
ad-line: CATALOGUES — [971, 572, 1069, 587]
paragraph: Letters were read:— — [207, 1453, 286, 1464]
paragraph: On the motion of Mr Fantham, Mr Bell was appointed to act as treasurer to the Board during Mr Tancred's absence. — [10, 420, 186, 453]
paragraph: Letters were read— — [19, 780, 96, 791]
notice-signature: J. WOODWARD, — [853, 419, 922, 430]
vr-left: V. — [758, 307, 767, 319]
divider — [934, 1611, 1106, 1612]
ad-line: UNRIVALLED IN THE PROVINCES — [955, 288, 1085, 316]
weekly-press-line: AND — [830, 1088, 851, 1099]
weekly-press-line: Is Inserted up to the Time of Publication. — [761, 1112, 920, 1123]
